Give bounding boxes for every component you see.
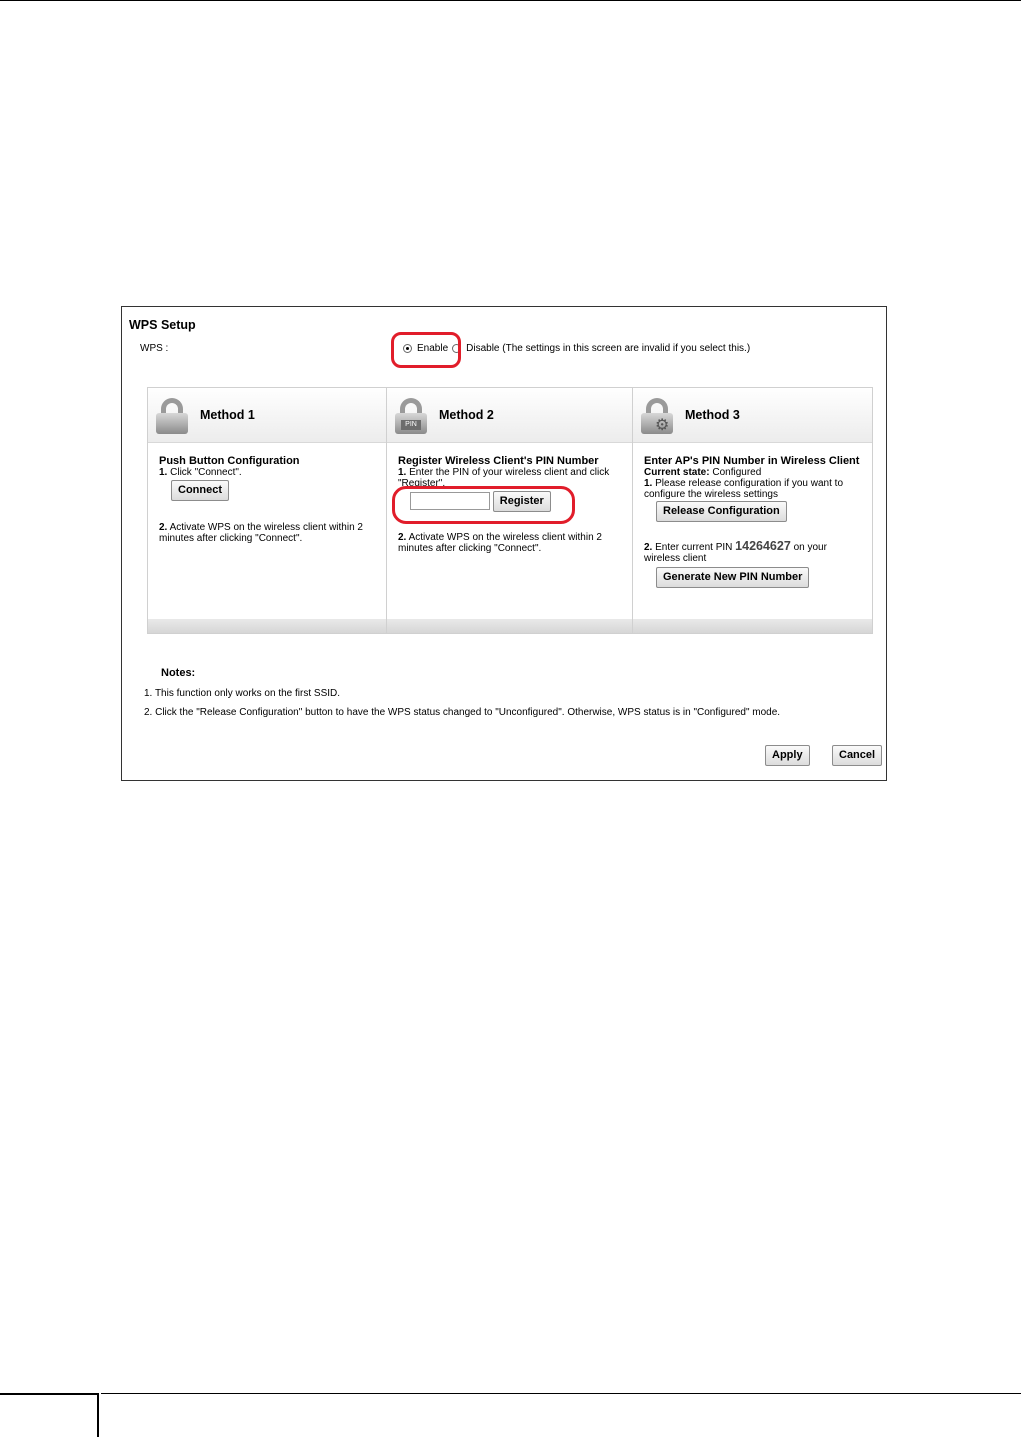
wps-enable-label[interactable]: Enable: [417, 343, 449, 354]
method-2-heading: Register Wireless Client's PIN Number: [398, 455, 599, 467]
cancel-button[interactable]: Cancel: [832, 745, 882, 766]
method-1-heading: Push Button Configuration: [159, 455, 300, 467]
note-item: 2. Click the "Release Configuration" button to have the WPS status changed to "Unconfigured". Otherwise, WPS status is in "Configured" mode.: [144, 707, 781, 718]
enable-highlight-ring: [391, 332, 461, 368]
method-1-step2-num: 2.: [159, 522, 168, 533]
wps-disable-label[interactable]: Disable (The settings in this screen are invalid if you select this.): [466, 343, 751, 354]
method-2-column: [387, 388, 633, 633]
bottom-rule: [101, 1393, 1021, 1394]
pin-lock-icon: PIN: [395, 398, 427, 434]
gear-lock-icon: ⚙: [641, 398, 673, 434]
register-button[interactable]: Register: [493, 491, 551, 512]
generate-new-pin-button[interactable]: Generate New PIN Number: [656, 567, 809, 588]
method-1-step1-num: 1.: [159, 467, 168, 478]
page-number-box: [0, 1393, 99, 1437]
method-2-step2-num: 2.: [398, 532, 407, 543]
method-3-title: Method 3: [685, 408, 740, 422]
top-rule: [0, 0, 1021, 1]
lock-icon: [156, 398, 188, 434]
method-3-step1-num: 1.: [644, 478, 653, 489]
wps-setup-panel: [121, 306, 887, 781]
method-3-header: [633, 388, 872, 443]
current-state-label: Current state:: [644, 467, 710, 478]
note-item: 1. This function only works on the first SSID.: [144, 688, 341, 699]
release-configuration-button[interactable]: Release Configuration: [656, 501, 787, 522]
notes-title: Notes:: [161, 667, 196, 679]
page-title: WPS Setup: [129, 318, 196, 332]
method-1-step2-text: Activate WPS on the wireless client within 2 minutes after clicking "Connect".: [159, 522, 363, 544]
method-1-header: [148, 388, 386, 443]
method-2-title: Method 2: [439, 408, 494, 422]
current-pin-value: 14264627: [735, 539, 791, 553]
method-3-heading: Enter AP's PIN Number in Wireless Client: [644, 455, 860, 467]
method-2-step1-num: 1.: [398, 467, 407, 478]
method-1-title: Method 1: [200, 408, 255, 422]
register-highlight-ring: [392, 486, 575, 524]
methods-table: [147, 387, 873, 634]
method-3-column: [633, 388, 872, 633]
current-state-value: Configured: [712, 467, 762, 478]
method-2-step2-text: Activate WPS on the wireless client within 2 minutes after clicking "Connect".: [398, 532, 602, 554]
apply-button[interactable]: Apply: [765, 745, 810, 766]
wps-label: WPS :: [140, 343, 169, 354]
method-1-column: [148, 388, 387, 633]
method-2-header: [387, 388, 632, 443]
method-3-step1-text: Please release configuration if you want to configure the wireless settings: [644, 478, 844, 500]
connect-button[interactable]: Connect: [171, 480, 229, 501]
method-3-step2-num: 2.: [644, 542, 653, 553]
method-2-step1-text: Enter the PIN of your wireless client and click "Register".: [398, 467, 610, 489]
method-3-step2-prefix: Enter current PIN: [655, 542, 733, 553]
method-1-step1-text: Click "Connect".: [170, 467, 242, 478]
method-3-step2-suffix: on your wireless client: [644, 542, 827, 564]
